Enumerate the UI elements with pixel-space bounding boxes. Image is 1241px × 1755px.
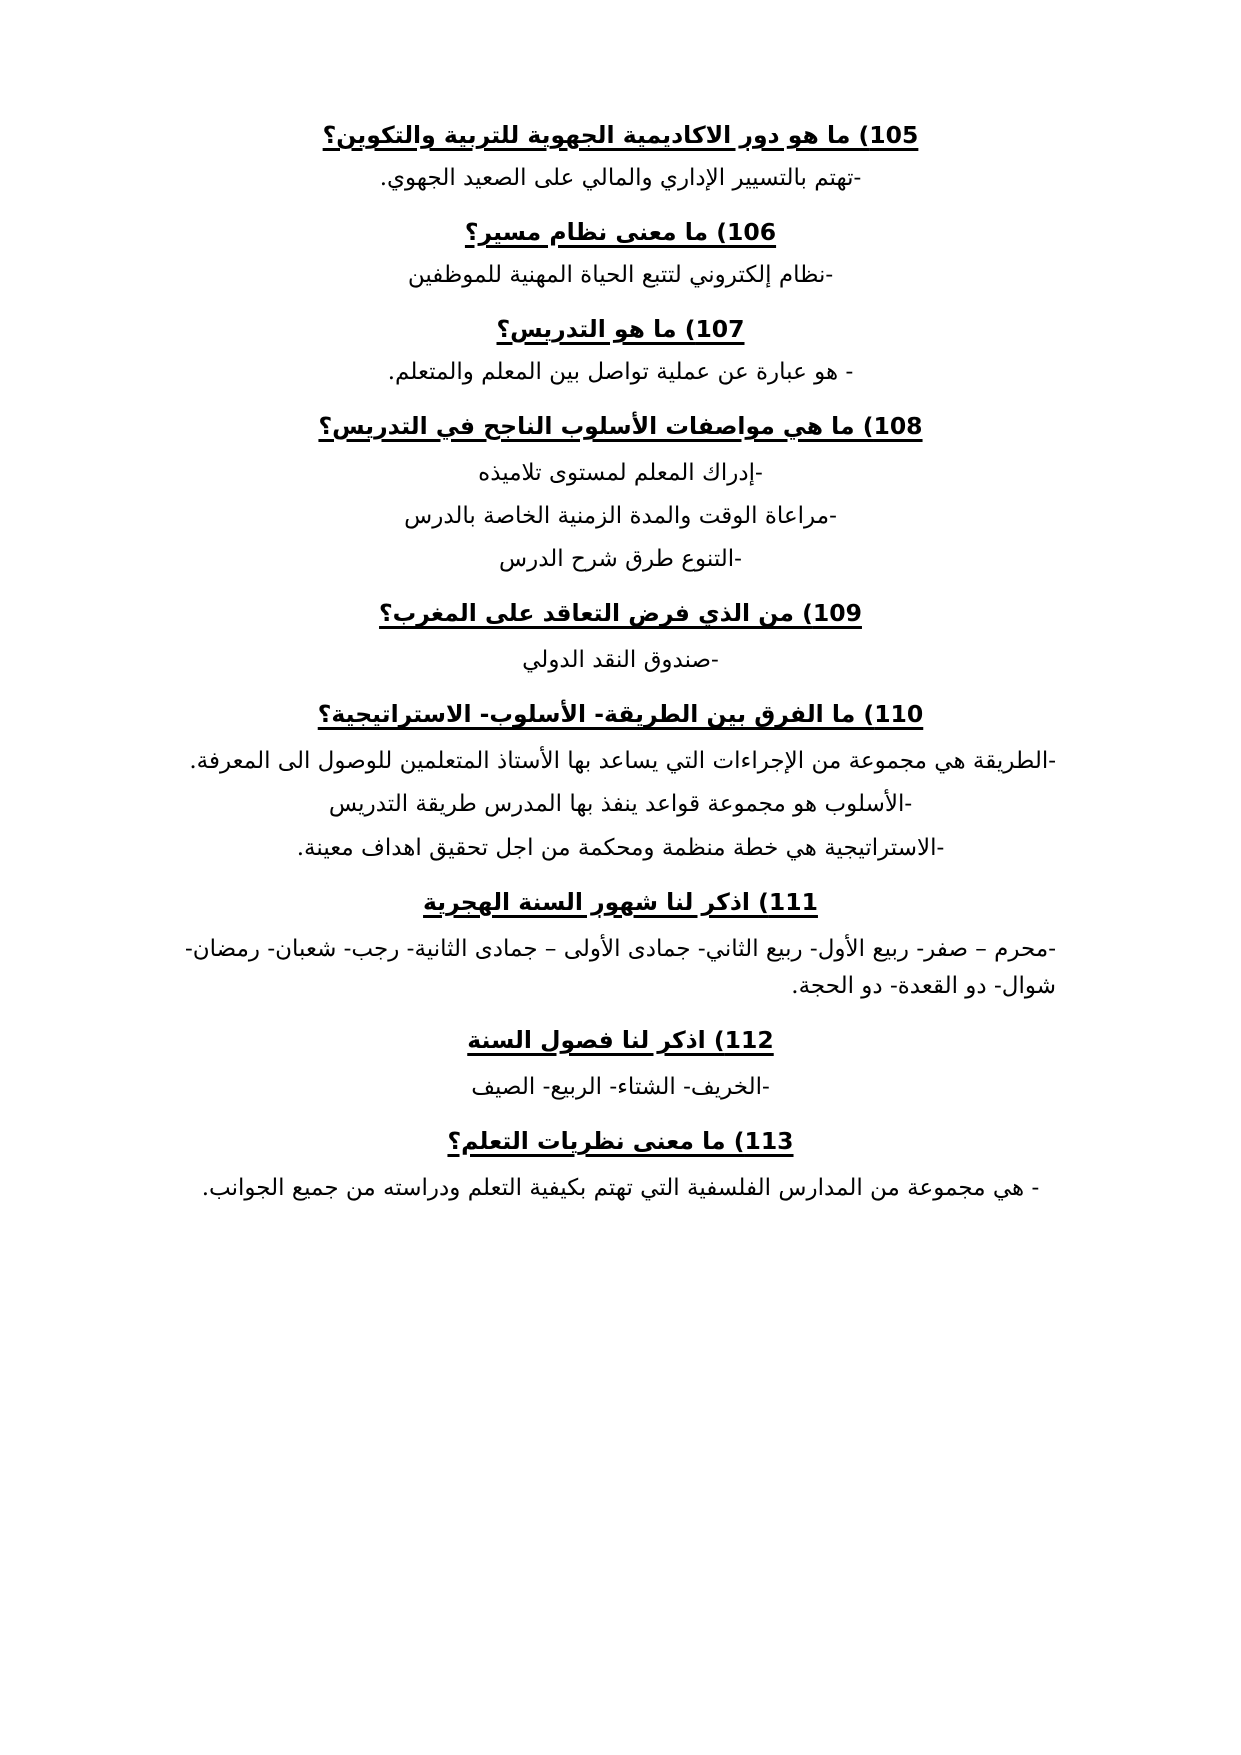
qa-block-105 — [185, 118, 1056, 197]
question-heading-108 — [185, 409, 1056, 445]
qa-block-113 — [185, 1124, 1056, 1207]
question-heading-106 — [185, 215, 1056, 251]
answer-item-110-1: -الطريقة هي مجموعة من الإجراءات التي يساعد بها الأستاذ المتعلمين للوصول الى المعرفة. — [189, 748, 1056, 775]
qa-block-108 — [185, 409, 1056, 578]
answer-item-110-3: -الاستراتيجية هي خطة منظمة ومحكمة من اجل تحقيق اهداف معينة. — [296, 834, 945, 861]
answer-item-107-1: - هو عبارة عن عملية تواصل بين المعلم والمتعلم. — [387, 358, 854, 385]
question-text-113: 113) ما معنى نظريات التعلم؟ — [447, 1127, 794, 1155]
question-text-110: 110) ما الفرق بين الطريقة- الأسلوب- الاستراتيجية؟ — [317, 700, 924, 729]
answer-item-112-1: -الخريف- الشتاء- الربيع- الصيف — [471, 1073, 770, 1100]
qa-block-106 — [185, 215, 1056, 294]
qa-block-109 — [185, 596, 1056, 679]
answer-item-108-2: -مراعاة الوقت والمدة الزمنية الخاصة بالدرس — [404, 502, 837, 529]
question-text-111: 111) اذكر لنا شهور السنة الهجرية — [423, 887, 818, 916]
question-text-108: 108) ما هي مواصفات الأسلوب الناجح في التدريس؟ — [318, 411, 923, 440]
question-heading-107 — [185, 312, 1056, 348]
answer-item-110-2: -الأسلوب هو مجموعة قواعد ينفذ بها المدرس طريقة التدريس — [328, 791, 913, 818]
qa-block-107 — [185, 312, 1056, 391]
qa-block-110 — [185, 697, 1056, 866]
qa-block-112 — [185, 1023, 1056, 1106]
question-heading-111 — [185, 885, 1056, 921]
question-text-109: 109) من الذي فرض التعاقد على المغرب؟ — [379, 599, 862, 628]
document-body — [185, 118, 1056, 1213]
question-heading-112 — [185, 1023, 1056, 1059]
qa-block-111 — [185, 885, 1056, 1005]
answer-item-113-1: - هي مجموعة من المدارس الفلسفية التي تهتم بكيفية التعلم ودراسته من جميع الجوانب. — [201, 1174, 1040, 1201]
answer-item-111-1: -محرم – صفر- ربيع الأول- ربيع الثاني- جمادى الأولى – جمادى الثانية- رجب- شعبان- رمضان- شوال- دو القعدة- دو الحجة. — [185, 935, 1056, 999]
answer-item-108-1: -إدراك المعلم لمستوى تلاميذه — [478, 459, 763, 486]
question-text-105: 105) ما هو دور الاكاديمية الجهوية للتربية والتكوين؟ — [322, 121, 919, 149]
question-heading-105 — [185, 118, 1056, 154]
answer-item-108-3: -التنوع طرق شرح الدرس — [499, 546, 742, 573]
question-heading-109 — [185, 596, 1056, 632]
question-heading-113 — [185, 1124, 1056, 1160]
question-text-112: 112) اذكر لنا فصول السنة — [467, 1026, 774, 1055]
answer-item-109-1: -صندوق النقد الدولي — [522, 647, 719, 674]
answer-item-105-1: -تهتم بالتسيير الإداري والمالي على الصعيد الجهوي. — [379, 164, 862, 191]
question-heading-110 — [185, 697, 1056, 733]
answer-item-106-1: -نظام إلكتروني لتتبع الحياة المهنية للموظفين — [407, 261, 834, 288]
question-text-106: 106) ما معنى نظام مسير؟ — [464, 217, 777, 246]
question-text-107: 107) ما هو التدريس؟ — [496, 314, 745, 343]
